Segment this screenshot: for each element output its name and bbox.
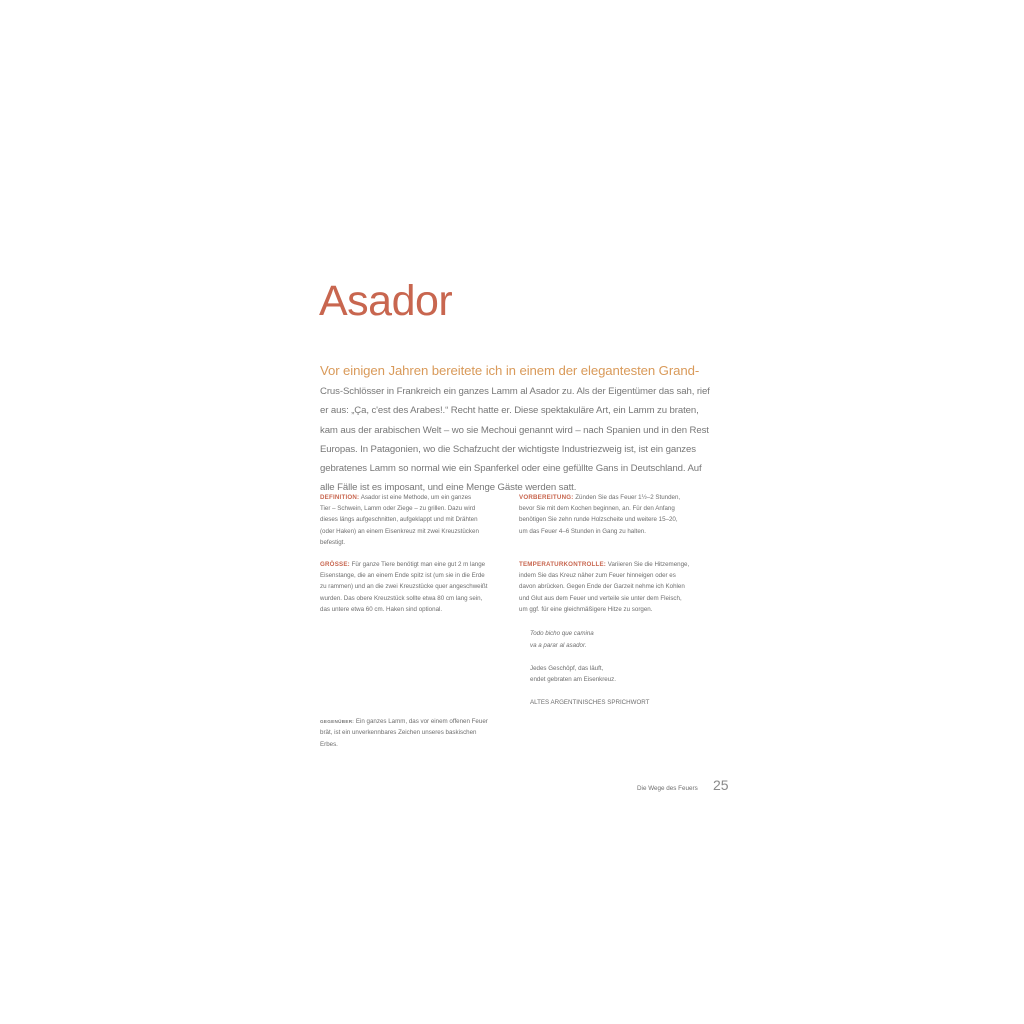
page-title: Asador [319, 277, 453, 325]
definition-label: DEFINITION: [320, 494, 360, 501]
intro-line: kam aus der arabischen Welt – wo sie Mechoui genannt wird – nach Spanien und in den Rest [320, 424, 709, 436]
proverb-spanish-line: Todo bicho que camina [530, 630, 594, 637]
groesse-line [320, 559, 505, 570]
groesse-line: Eisenstange, die an einem Ende spitz ist (um sie in die Erde [320, 572, 485, 580]
caption-line [320, 716, 510, 727]
intro-line: Europas. In Patagonien, wo die Schafzucht der wichtigste Industriezweig ist, ist ein ganzes [320, 443, 696, 455]
vorbereitung-line: benötigen Sie zehn runde Holzscheite und weitere 15–20, [519, 516, 678, 524]
intro-line: alle Fälle ist es imposant, und eine Menge Gäste werden satt. [320, 482, 577, 494]
intro-paragraph [320, 360, 715, 498]
definition-line: Tier – Schwein, Lamm oder Ziege – zu grillen. Dazu wird [320, 505, 476, 513]
definition-line [320, 492, 505, 503]
vorbereitung-line: bevor Sie mit dem Kochen beginnen, an. Für den Anfang [519, 505, 675, 513]
temperatur-block [519, 559, 704, 615]
intro-line: er aus: „Ça, c'est des Arabes!.“ Recht hatte er. Diese spektakuläre Art, ein Lamm zu braten, [320, 405, 699, 417]
chapter-title: Die Wege des Feuers [637, 785, 698, 792]
vorbereitung-line: um das Feuer 4–6 Stunden in Gang zu halten. [519, 527, 646, 535]
groesse-label: GRÖSSE: [320, 561, 350, 568]
proverb-spanish-line: va a parar al asador. [530, 641, 587, 649]
proverb-german-line: endet gebraten am Eisenkreuz. [530, 676, 616, 683]
temperatur-line: und Glut aus dem Feuer und verteile sie unter dem Fleisch, [519, 594, 682, 602]
caption-text: Ein ganzes Lamm, das vor einem offenen Feuer [354, 718, 488, 725]
definition-block [320, 492, 505, 548]
page-number: 25 [713, 777, 729, 793]
caption-label: GEGENÜBER: [320, 719, 355, 724]
definition-line: befestigt. [320, 538, 346, 546]
intro-line: Crus-Schlösser in Frankreich ein ganzes Lamm al Asador zu. Als der Eigentümer das sah, rief [320, 386, 710, 397]
temperatur-line [519, 559, 704, 570]
definition-text: Asador ist eine Methode, um ein ganzes [359, 494, 472, 501]
definition-line: (oder Haken) an einem Eisenkreuz mit zwei Kreuzstücken [320, 527, 479, 535]
caption-line: Erbes. [320, 740, 338, 748]
vorbereitung-label: VORBEREITUNG: [519, 494, 574, 501]
temperatur-line: indem Sie das Kreuz näher zum Feuer hinneigen oder es [519, 572, 676, 580]
intro-line: gebratenes Lamm so normal wie ein Spanferkel oder eine gefüllte Gans in Deutschland. Auf [320, 463, 702, 475]
groesse-line: zu rammen) und an die zwei Kreuzstücke quer angeschweißt [320, 583, 488, 591]
groesse-line: das untere etwa 60 cm. Haken sind optional. [320, 605, 443, 613]
groesse-text: Für ganze Tiere benötigt man eine gut 2 m lange [349, 561, 486, 568]
definition-line: dieses längs aufgeschnitten, aufgeklappt und mit Drähten [320, 516, 478, 524]
temperatur-line: um ggf. für eine gleichmäßigere Hitze zu sorgen. [519, 605, 653, 613]
proverb-source: ALTES ARGENTINISCHES SPRICHWORT [530, 699, 650, 706]
groesse-line: wurden. Das obere Kreuzstück sollte etwa 80 cm lang sein, [320, 594, 483, 602]
groesse-block [320, 559, 505, 615]
temperatur-line: davon abrücken. Gegen Ende der Garzeit nehme ich Kohlen [519, 583, 685, 591]
vorbereitung-text: Zünden Sie das Feuer 1½–2 Stunden, [573, 494, 681, 501]
vorbereitung-line [519, 492, 704, 503]
vorbereitung-block [519, 492, 704, 537]
photo-caption [320, 716, 510, 750]
proverb-german-line: Jedes Geschöpf, das läuft, [530, 664, 604, 672]
proverb-quote [530, 628, 649, 709]
temperatur-label: TEMPERATURKONTROLLE: [519, 561, 607, 568]
temperatur-text: Variieren Sie die Hitzemenge, [606, 561, 690, 568]
intro-lead-line: Vor einigen Jahren bereitete ich in einem der elegantesten Grand- [320, 363, 700, 378]
caption-line: brät, ist ein unverkennbares Zeichen unseres baskischen [320, 729, 477, 737]
